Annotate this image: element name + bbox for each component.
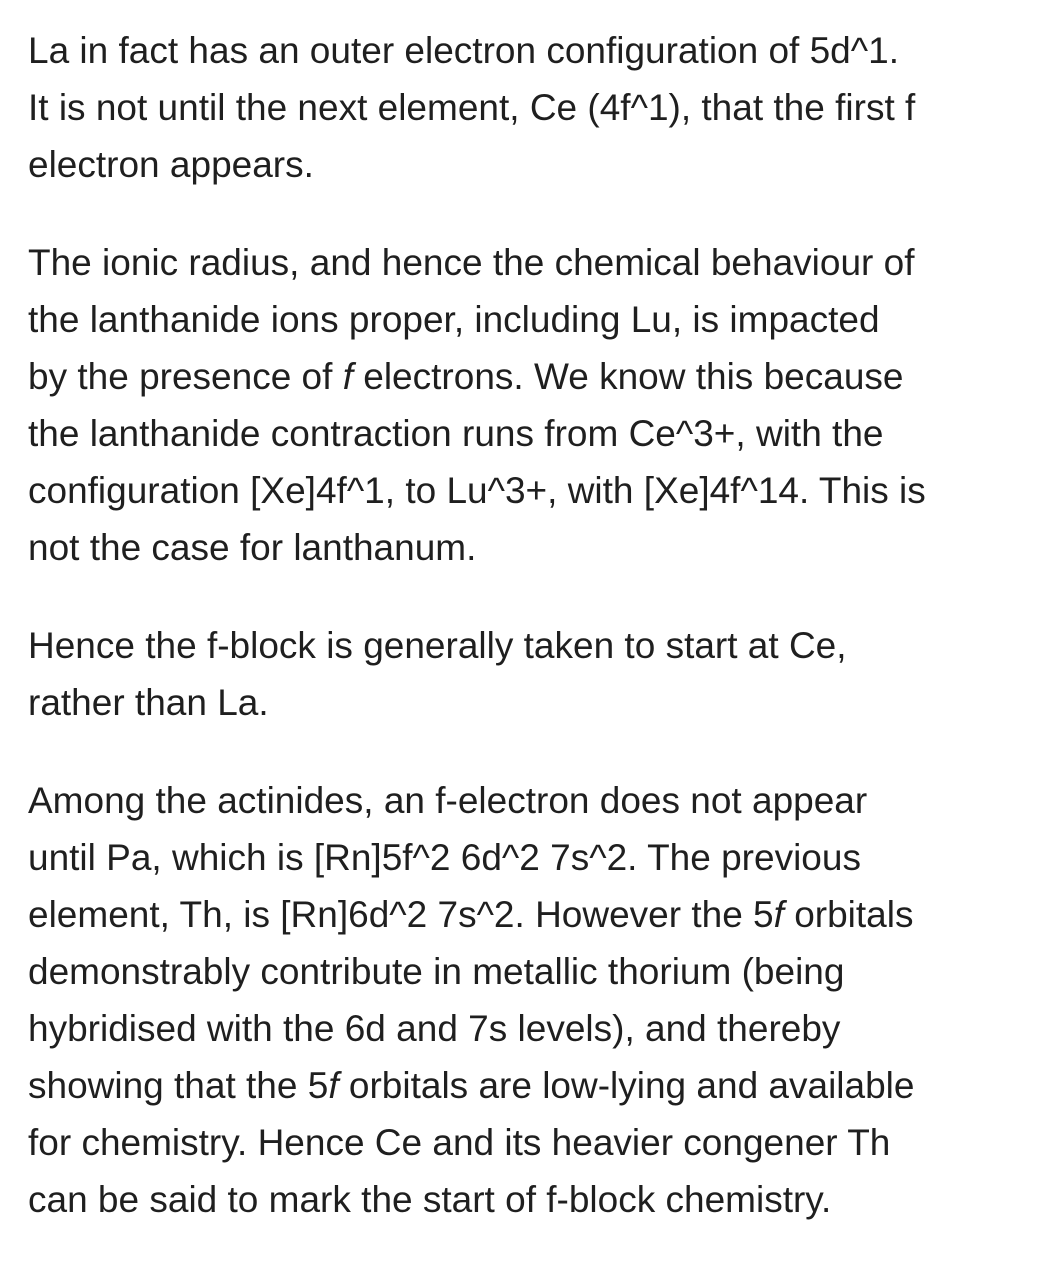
- italic-f: f: [342, 356, 353, 397]
- text-line: the lanthanide ions proper, including Lu, is impacted: [28, 299, 880, 340]
- text-line: element, Th, is [Rn]6d^2 7s^2. However the 5f orbitals: [28, 894, 914, 935]
- text-line: It is not until the next element, Ce (4f^1), that the first f: [28, 87, 916, 128]
- text-line: for chemistry. Hence Ce and its heavier congener Th: [28, 1122, 891, 1163]
- text-line: hybridised with the 6d and 7s levels), and thereby: [28, 1008, 841, 1049]
- text-line: not the case for lanthanum.: [28, 527, 477, 568]
- paragraph-ionic-radius: [28, 234, 1028, 576]
- text-line: La in fact has an outer electron configuration of 5d^1.: [28, 30, 899, 71]
- text-line: by the presence of f electrons. We know this because: [28, 356, 904, 397]
- text-line: the lanthanide contraction runs from Ce^3+, with the: [28, 413, 884, 454]
- text-line: The ionic radius, and hence the chemical behaviour of: [28, 242, 915, 283]
- italic-f: f: [773, 894, 784, 935]
- paragraph-f-block-start: [28, 617, 1028, 731]
- text-line: electron appears.: [28, 144, 314, 185]
- paragraph-la-configuration: [28, 22, 1028, 193]
- paragraph-actinides: [28, 772, 1028, 1228]
- text-line: showing that the 5f orbitals are low-lying and available: [28, 1065, 915, 1106]
- text-line: rather than La.: [28, 682, 269, 723]
- text-line: Among the actinides, an f-electron does not appear: [28, 780, 868, 821]
- text-line: configuration [Xe]4f^1, to Lu^3+, with [Xe]4f^14. This is: [28, 470, 926, 511]
- text-line: until Pa, which is [Rn]5f^2 6d^2 7s^2. The previous: [28, 837, 861, 878]
- text-line: can be said to mark the start of f-block chemistry.: [28, 1179, 832, 1220]
- text-line: Hence the f-block is generally taken to start at Ce,: [28, 625, 847, 666]
- text-line: demonstrably contribute in metallic thorium (being: [28, 951, 845, 992]
- document-body: [28, 22, 1028, 1269]
- italic-f: f: [328, 1065, 339, 1106]
